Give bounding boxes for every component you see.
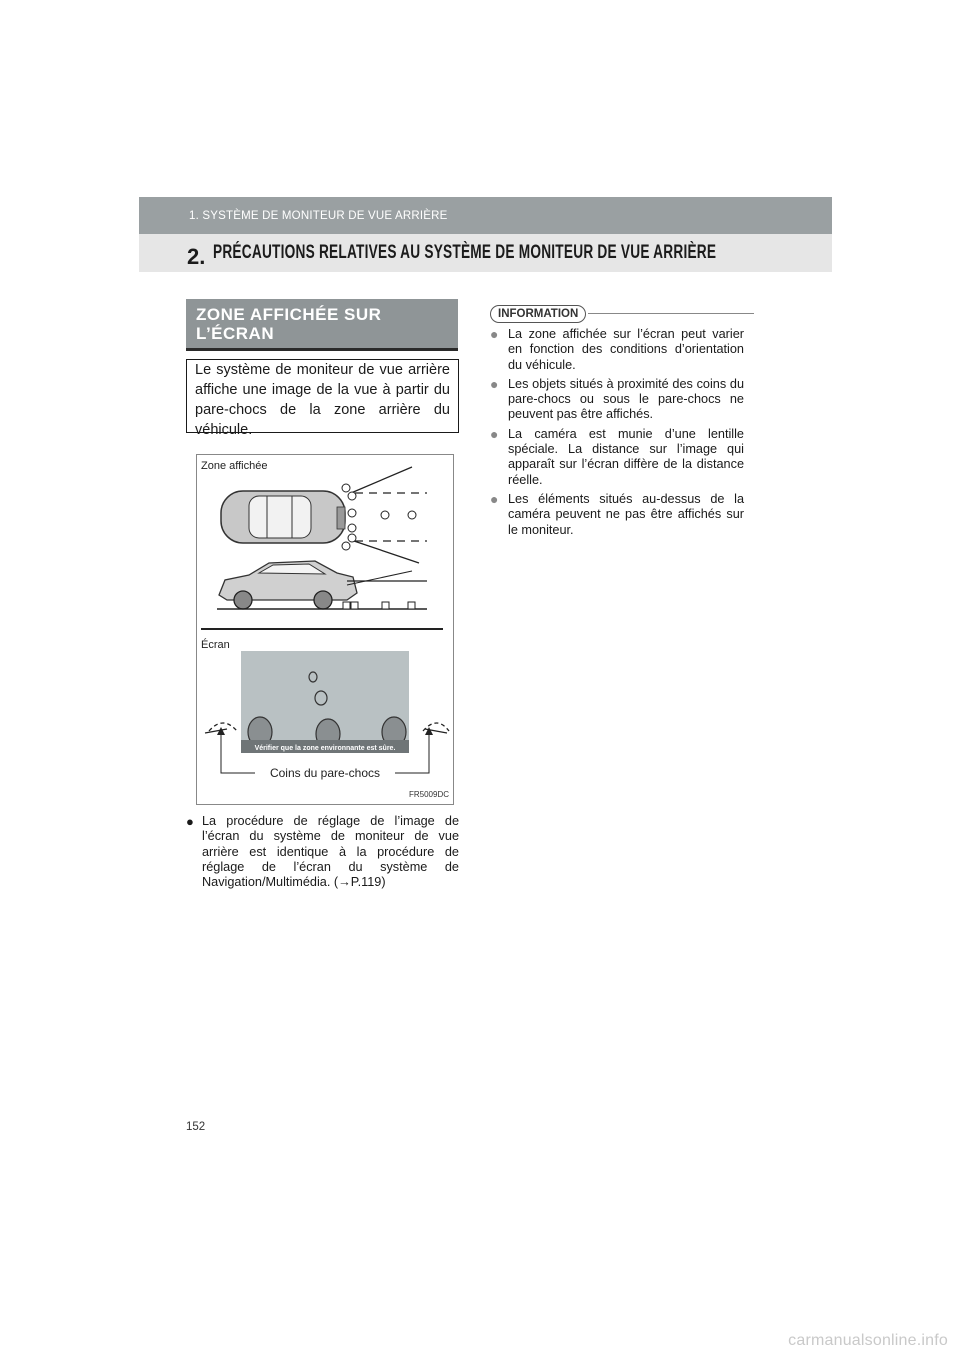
info-item-text: Les éléments situés au-dessus de la caméra peuvent ne pas être affichés sur le moniteur.	[508, 491, 744, 537]
label-bumper-corners: Coins du pare-chocs	[269, 766, 381, 780]
screen-warning-banner: Vérifier que la zone environnante est sûre.	[254, 745, 396, 752]
info-item-text: La caméra est munie d’une lentille spéciale. La distance sur l’image qui apparaît sur l’écran diffère de la distance réelle.	[508, 426, 744, 487]
title-number: 2.	[187, 244, 206, 269]
page-title: PRÉCAUTIONS RELATIVES AU SYSTÈME DE MONITEUR DE VUE ARRIÈRE	[213, 242, 717, 263]
info-item	[490, 492, 744, 538]
info-bullet-icon: ●	[490, 375, 499, 392]
zone-heading	[196, 305, 446, 343]
camera-zone-figure	[196, 454, 454, 805]
camera-screen-image	[241, 651, 409, 753]
info-item-text: La zone affichée sur l’écran peut varier en fonction des conditions d’orientation du véhicule.	[508, 327, 744, 372]
page-number: 152	[186, 1121, 206, 1133]
watermark: carmanualsonline.info	[788, 1332, 948, 1349]
car-top-view-icon	[221, 491, 345, 543]
car-side-view-icon	[219, 561, 357, 609]
information-badge: INFORMATION	[490, 305, 586, 323]
camera-zone-diagram	[197, 455, 453, 804]
label-ecran: Écran	[201, 639, 230, 651]
info-item	[490, 327, 744, 373]
bullet-dot-icon: ●	[186, 814, 194, 829]
info-bullet-icon: ●	[490, 490, 499, 507]
zone-heading-line2: L’ÉCRAN	[196, 324, 275, 343]
label-zone-affichee: Zone affichée	[201, 460, 268, 472]
bullet-paragraph	[186, 814, 459, 890]
information-list	[490, 327, 744, 542]
info-bullet-icon: ●	[490, 425, 499, 442]
information-rule	[588, 313, 754, 314]
section-label: 1. SYSTÈME DE MONITEUR DE VUE ARRIÈRE	[189, 210, 448, 222]
info-bullet-icon: ●	[490, 326, 499, 342]
info-item	[490, 377, 744, 423]
figure-code: FR5009DC	[408, 790, 449, 799]
info-item	[490, 427, 744, 488]
bullet-text: La procédure de réglage de l’image de l’écran du système de moniteur de vue arrière est identique à la procédure de réglage de l’écran du système de Navigation/Multimédia. (→P.119)	[202, 814, 459, 890]
zone-heading-line1: ZONE AFFICHÉE SUR	[196, 305, 382, 324]
info-item-text: Les objets situés à proximité des coins du pare-chocs ou sous le pare-chocs ne peuvent pas être affichés.	[508, 376, 744, 422]
intro-text: Le système de moniteur de vue arrière affiche une image de la vue à partir du pare-chocs de la zone arrière du véhicule.	[186, 359, 459, 433]
zone-heading-rule	[186, 348, 458, 351]
